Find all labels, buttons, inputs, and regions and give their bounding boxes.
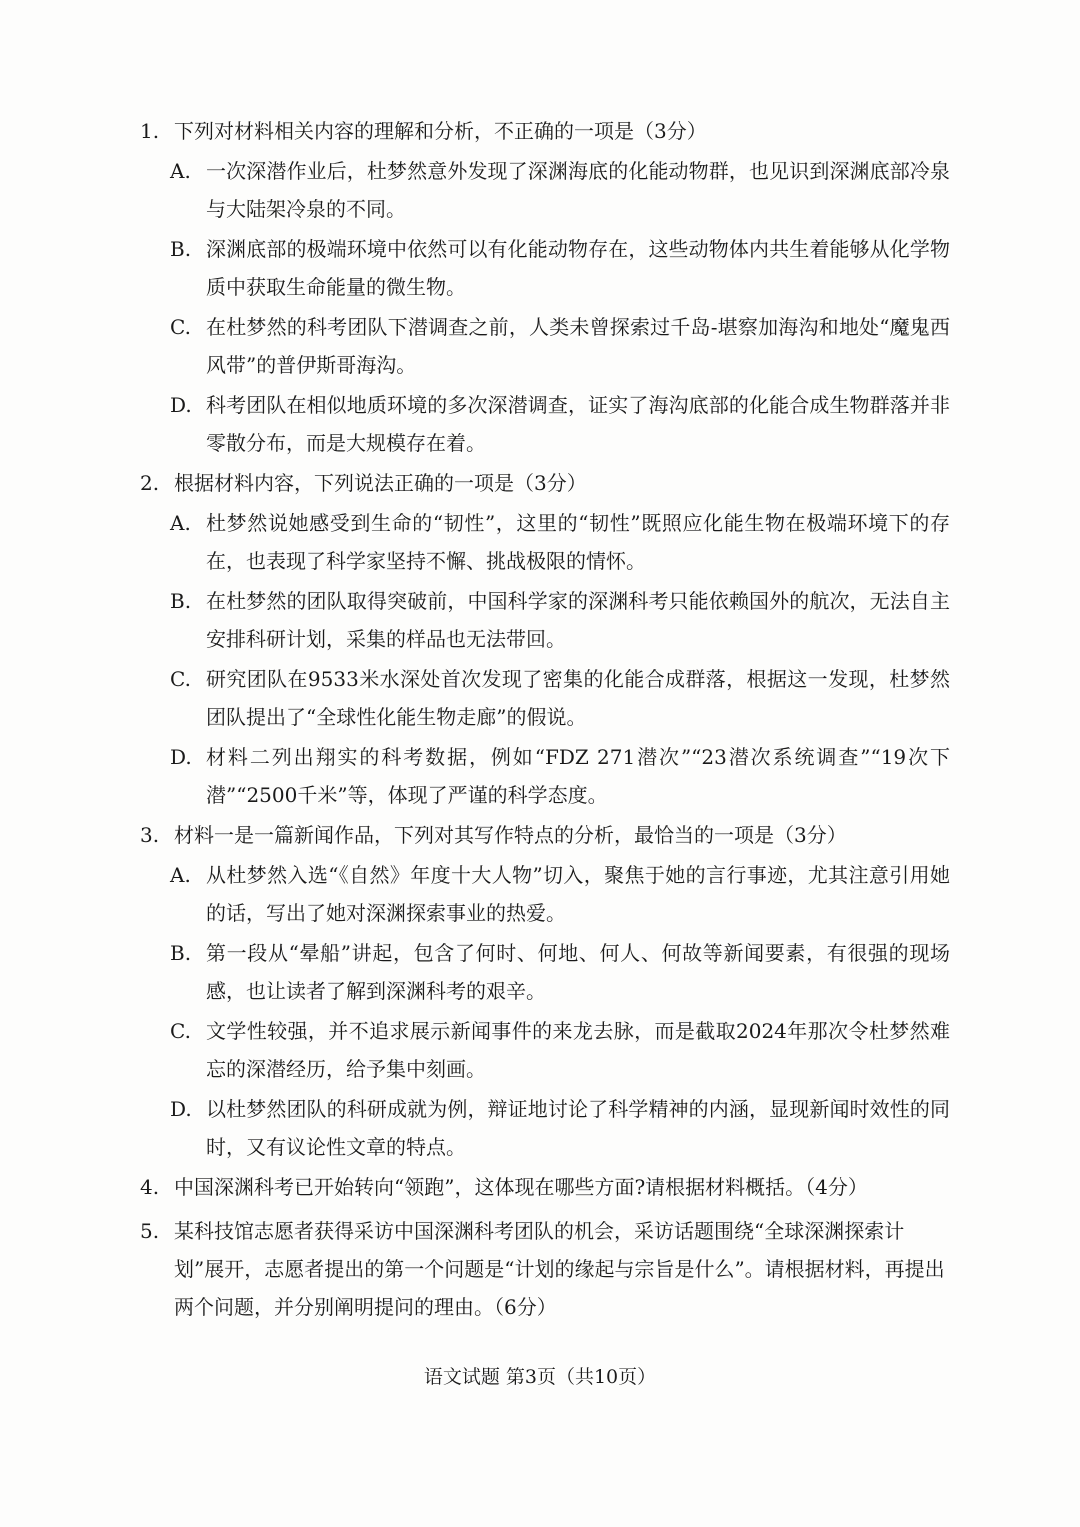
option-letter: A.: [170, 863, 191, 887]
question-number: 1.: [140, 119, 160, 143]
option-text: 以杜梦然团队的科研成就为例，辩证地讨论了科学精神的内涵，显现新闻时效性的同时，又有议论性文章的特点。: [206, 1097, 950, 1159]
question-text: 下列对材料相关内容的理解和分析，不正确的一项是（3分）: [174, 119, 707, 143]
option-d: [140, 386, 950, 462]
option-text: 在杜梦然的科考团队下潜调查之前，人类未曾探索过千岛-堪察加海沟和地处“魔鬼西风带”的普伊斯哥海沟。: [206, 315, 950, 377]
option-b: [140, 934, 950, 1010]
page-footer: 语文试题 第3页（共10页）: [423, 1366, 657, 1388]
option-letter: C.: [170, 315, 191, 339]
option-a: [140, 152, 950, 228]
question-text: 材料一是一篇新闻作品，下列对其写作特点的分析，最恰当的一项是（3分）: [174, 823, 847, 847]
option-a: [140, 856, 950, 932]
option-d: [140, 738, 950, 814]
option-letter: D.: [170, 745, 192, 769]
question-2: [140, 464, 950, 814]
option-letter: B.: [170, 237, 192, 261]
question-stem: [140, 464, 950, 502]
question-1: [140, 112, 950, 462]
option-letter: C.: [170, 667, 191, 691]
option-letter: D.: [170, 1097, 192, 1121]
option-c: [140, 1012, 950, 1088]
option-text: 科考团队在相似地质环境的多次深潜调查，证实了海沟底部的化能合成生物群落并非零散分布，而是大规模存在着。: [206, 393, 950, 455]
question-number: 4.: [140, 1175, 160, 1199]
question-stem: [140, 1168, 950, 1206]
option-b: [140, 582, 950, 658]
option-text: 在杜梦然的团队取得突破前，中国科学家的深渊科考只能依赖国外的航次，无法自主安排科研计划，采集的样品也无法带回。: [206, 589, 950, 651]
option-text: 文学性较强，并不追求展示新闻事件的来龙去脉，而是截取2024年那次令杜梦然难忘的深潜经历，给予集中刻画。: [206, 1019, 950, 1081]
question-number: 3.: [140, 823, 160, 847]
question-stem: [140, 816, 950, 854]
question-text: 某科技馆志愿者获得采访中国深渊科考团队的机会，采访话题围绕“全球深渊探索计划”展开，志愿者提出的第一个问题是“计划的缘起与宗旨是什么”。请根据材料，再提出两个问题，并分别阐明提问的理由。（6分）: [174, 1219, 945, 1319]
option-text: 深渊底部的极端环境中依然可以有化能动物存在，这些动物体内共生着能够从化学物质中获取生命能量的微生物。: [206, 237, 950, 299]
option-letter: B.: [170, 941, 192, 965]
question-list: [140, 112, 950, 1332]
option-text: 研究团队在9533米水深处首次发现了密集的化能合成群落，根据这一发现，杜梦然团队提出了“全球性化能生物走廊”的假说。: [206, 667, 950, 729]
option-a: [140, 504, 950, 580]
option-d: [140, 1090, 950, 1166]
option-letter: A.: [170, 511, 191, 535]
option-text: 杜梦然说她感受到生命的“韧性”，这里的“韧性”既照应化能生物在极端环境下的存在，也表现了科学家坚持不懈、挑战极限的情怀。: [206, 511, 950, 573]
question-3: [140, 816, 950, 1166]
option-c: [140, 660, 950, 736]
question-number: 5.: [140, 1219, 160, 1243]
option-letter: D.: [170, 393, 192, 417]
option-text: 第一段从“晕船”讲起，包含了何时、何地、何人、何故等新闻要素，有很强的现场感，也让读者了解到深渊科考的艰辛。: [206, 941, 950, 1003]
question-number: 2.: [140, 471, 160, 495]
question-4: [140, 1168, 950, 1206]
option-letter: B.: [170, 589, 192, 613]
option-letter: A.: [170, 159, 191, 183]
option-text: 一次深潜作业后，杜梦然意外发现了深渊海底的化能动物群，也见识到深渊底部冷泉与大陆架冷泉的不同。: [206, 159, 950, 221]
option-c: [140, 308, 950, 384]
question-text: 根据材料内容，下列说法正确的一项是（3分）: [174, 471, 587, 495]
question-5: [140, 1212, 950, 1326]
question-stem: [140, 1212, 950, 1326]
option-text: 材料二列出翔实的科考数据，例如“FDZ 271潜次”“23潜次系统调查”“19次下潜”“2500千米”等，体现了严谨的科学态度。: [206, 745, 950, 807]
option-b: [140, 230, 950, 306]
option-letter: C.: [170, 1019, 191, 1043]
question-stem: [140, 112, 950, 150]
question-text: 中国深渊科考已开始转向“领跑”，这体现在哪些方面?请根据材料概括。（4分）: [174, 1175, 868, 1199]
option-text: 从杜梦然入选“《自然》年度十大人物”切入，聚焦于她的言行事迹，尤其注意引用她的话，写出了她对深渊探索事业的热爱。: [206, 863, 950, 925]
